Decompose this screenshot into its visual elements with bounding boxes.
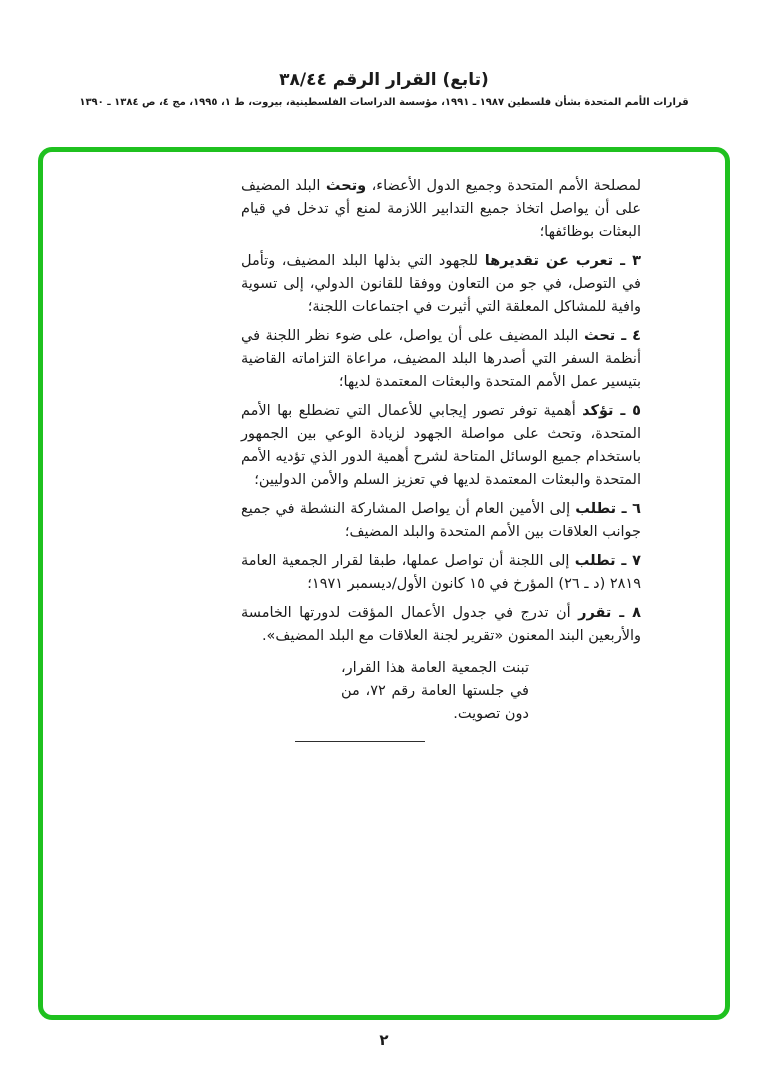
document-frame — [38, 147, 730, 1020]
paragraph-text: أهمية توفر تصور إيجابي للأعمال التي تضطلع بها الأمم المتحدة، وتحث على مواصلة الجهود لزيادة الوعي بين الجمهور باستخدام جميع الوسائل المتاحة لشرح أهمية الدور الذي تؤديه الأمم المتحدة والبعثات المعتمدة لديها في تعزيز السلم والأمن الدوليين؛ — [241, 403, 641, 488]
resolution-paragraph — [241, 550, 641, 596]
page-number: ٢ — [379, 1031, 389, 1049]
paragraph-text: البلد المضيف على أن يواصل اتخاذ جميع التدابير اللازمة لمنع أي تدخل في قيام البعثات بوظائفها؛ — [241, 178, 641, 240]
paragraph-text: إلى اللجنة أن تواصل عملها، طبقا لقرار الجمعية العامة ٢٨١٩ (د ـ ٢٦) المؤرخ في ١٥ كانون الأول/ديسمبر ١٩٧١؛ — [241, 553, 641, 592]
paragraph-text: لمصلحة الأمم المتحدة وجميع الدول الأعضاء، — [366, 178, 641, 194]
page-header — [0, 0, 768, 108]
resolution-paragraph — [241, 175, 641, 244]
resolution-text-column — [241, 175, 641, 742]
paragraph-text: البلد المضيف على أن يواصل، على ضوء نظر اللجنة في أنظمة السفر التي أصدرها البلد المضيف، مراعاة التزاماته القاضية بتيسير عمل الأمم المتحدة والبعثات المعتمدة لديها؛ — [241, 328, 641, 390]
paragraph-text: إلى الأمين العام أن يواصل المشاركة النشطة في جميع جوانب العلاقات بين الأمم المتحدة والبلد المضيف؛ — [241, 501, 641, 540]
resolution-title: (تابع) القرار الرقم ٣٨/٤٤ — [279, 70, 489, 90]
paragraph-text: للجهود التي بذلها البلد المضيف، وتأمل في التوصل، في جو من التعاون ووفقا للقانون الدولي، إلى تسوية وافية للمشاكل المعلقة التي أثيرت في اجتماعات اللجنة؛ — [241, 253, 641, 315]
operative-phrase: ٨ ـ تقرر — [578, 605, 641, 621]
paragraph-text: أن تدرج في جدول الأعمال المؤقت لدورتها الخامسة والأربعين البند المعنون «تقرير لجنة العلاقات مع البلد المضيف». — [241, 605, 641, 644]
resolution-paragraph — [241, 498, 641, 544]
operative-phrase: ٣ ـ تعرب عن تقديرها — [484, 253, 641, 269]
operative-phrase: وتحث — [325, 178, 367, 194]
operative-phrase: ٥ ـ تؤكد — [582, 403, 641, 419]
end-divider — [295, 741, 425, 742]
operative-phrase: ٦ ـ تطلب — [575, 501, 641, 517]
closing-note: تبنت الجمعية العامة هذا القرار، في جلستها العامة رقم ٧٢، من دون تصويت. — [341, 660, 529, 722]
source-citation: قرارات الأمم المتحدة بشأن فلسطين ١٩٨٧ ـ ١٩٩١، مؤسسة الدراسات الفلسطينية، بيروت، ط ١، ١٩٩٥، مج ٤، ص ١٣٨٤ ـ ١٣٩٠ — [79, 97, 689, 108]
resolution-paragraph — [241, 325, 641, 394]
resolution-paragraph — [241, 400, 641, 492]
operative-phrase: ٧ ـ تطلب — [574, 553, 641, 569]
resolution-paragraph — [241, 250, 641, 319]
resolution-paragraph — [241, 602, 641, 648]
paragraphs — [241, 175, 641, 648]
operative-phrase: ٤ ـ تحث — [583, 328, 641, 344]
